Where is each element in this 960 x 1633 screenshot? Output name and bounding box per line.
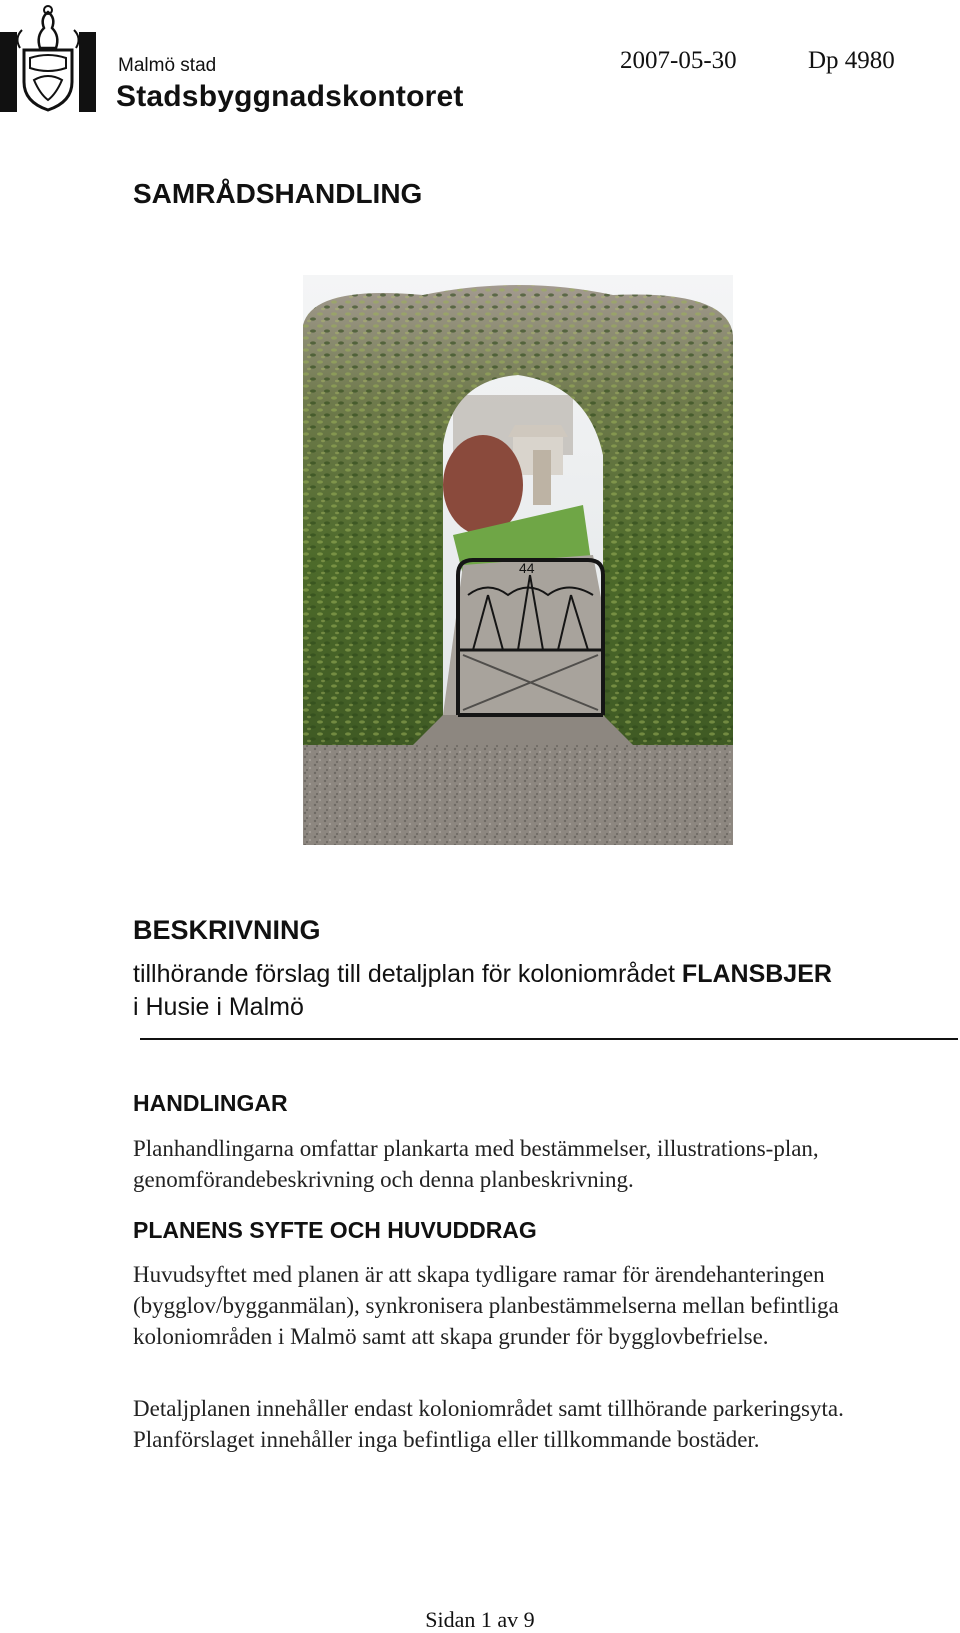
subtitle-area-name: FLANSBJER bbox=[681, 960, 832, 988]
gate-number: 44 bbox=[519, 560, 535, 576]
document-type-heading: SAMRÅDSHANDLING bbox=[133, 178, 423, 209]
hedge-archway-gate-photo bbox=[303, 275, 733, 845]
subtitle-prefix: tillhörande förslag till detaljplan för koloniområdet bbox=[133, 960, 682, 988]
page-number: Sidan 1 av 9 bbox=[425, 1607, 535, 1632]
org-name: Malmö stad bbox=[118, 55, 217, 76]
office-name: Stadsbyggnadskontoret bbox=[116, 80, 464, 113]
document-date: 2007-05-30 bbox=[620, 47, 737, 74]
document-number: Dp 4980 bbox=[808, 47, 895, 74]
description-subtitle bbox=[133, 960, 832, 989]
section-heading-handlingar: HANDLINGAR bbox=[133, 1090, 288, 1116]
horizontal-divider bbox=[140, 1038, 958, 1040]
malmo-coat-of-arms-logo bbox=[0, 2, 96, 112]
section-paragraph: Planhandlingarna omfattar plankarta med bestämmelser, illustrations-plan, genomförandebeskrivning och denna planbeskrivning. bbox=[133, 1136, 819, 1192]
section-paragraph: Detaljplanen innehåller endast koloniområdet samt tillhörande parkeringsyta. Planförslaget innehåller inga befintliga eller tillkommande bostäder. bbox=[133, 1396, 844, 1452]
description-subtitle-line2: i Husie i Malmö bbox=[133, 993, 304, 1021]
section-heading-planens-syfte: PLANENS SYFTE OCH HUVUDDRAG bbox=[133, 1217, 537, 1243]
section-paragraph: Huvudsyftet med planen är att skapa tydligare ramar för ärendehanteringen (bygglov/bygganmälan), synkronisera planbestämmelserna mellan befintliga koloniområden i Malmö samt att skapa grunder för bygglovbefrielse. bbox=[133, 1262, 839, 1349]
description-title: BESKRIVNING bbox=[133, 915, 321, 945]
